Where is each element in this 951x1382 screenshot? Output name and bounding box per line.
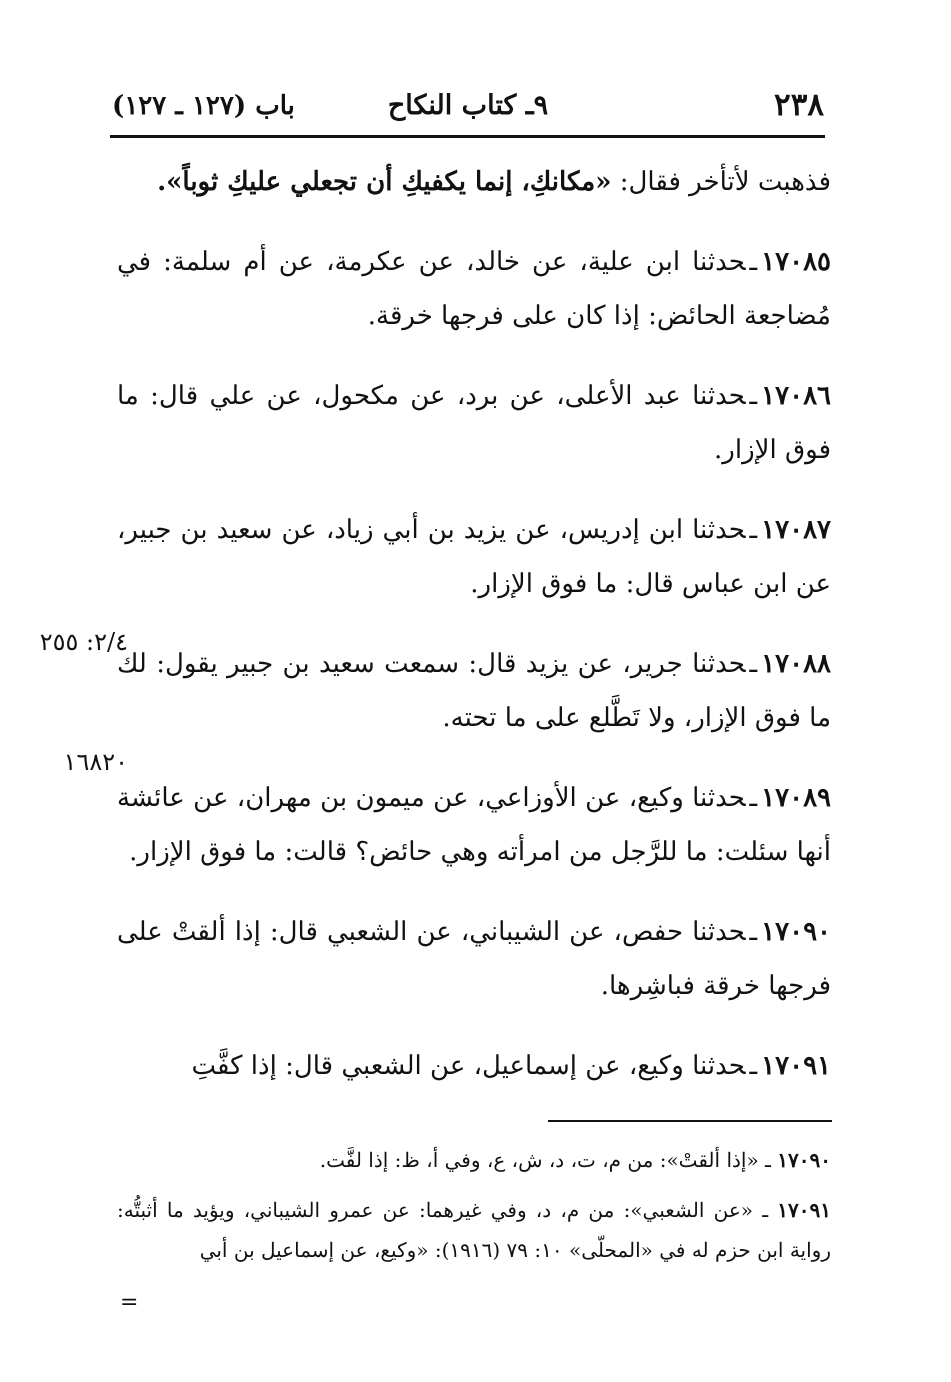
footnote-rule <box>548 1120 832 1122</box>
hadith-entry <box>117 1039 831 1093</box>
footnote-dash: ـ <box>753 1198 778 1222</box>
hadith-text: حدثنا ابن إدريس، عن يزيد بن أبي زياد، عن سعيد بن جبير، عن ابن عباس قال: ما فوق الإزار. <box>117 515 831 599</box>
hadith-text: حدثنا عبد الأعلى، عن برد، عن مكحول، عن علي قال: ما فوق الإزار. <box>117 381 831 465</box>
running-head <box>112 82 824 132</box>
book-title: ٩ـ كتاب النكاح <box>387 90 549 121</box>
footnote <box>117 1140 831 1180</box>
footnote <box>117 1190 831 1270</box>
hadith-text: حدثنا ابن علية، عن خالد، عن عكرمة، عن أم سلمة: في مُضاجعة الحائض: إذا كان على فرجها خرقة. <box>117 247 831 331</box>
entry-dash: ـ <box>749 649 758 679</box>
opening-text <box>117 155 831 209</box>
page-number: ٢٣٨ <box>774 87 824 123</box>
footnote-text: «إذا ألقتْ»: من م، ت، د، ش، ع، وفي أ، ظ: إذا لفَّت. <box>319 1148 759 1172</box>
hadith-entry <box>117 637 831 745</box>
hadith-entry <box>117 905 831 1013</box>
entry-dash: ـ <box>749 917 758 947</box>
hadith-number: ١٧٠٩٠ <box>761 917 831 947</box>
footnote-text: «عن الشعبي»: من م، د، وفي غيرهما: عن عمرو الشيباني، ويؤيد ما أثبتُّه: رواية ابن حزم له في «المحلّى» ١٠: ٧٩ (١٩١٦): «وكيع، عن إسماعيل بن أبي <box>117 1198 831 1262</box>
hadith-text: حدثنا وكيع، عن إسماعيل، عن الشعبي قال: إذا كفَّتِ <box>191 1051 746 1081</box>
hadith-entry <box>117 771 831 879</box>
opening-plain-text: فذهبت لأتأخر فقال: <box>611 167 831 197</box>
main-text <box>117 155 831 1119</box>
hadith-text: حدثنا جرير، عن يزيد قال: سمعت سعيد بن جبير يقول: لك ما فوق الإزار، ولا تَطَّلع على ما تحته. <box>117 649 831 733</box>
footnotes <box>117 1140 831 1280</box>
entry-dash: ـ <box>749 783 758 813</box>
margin-note-volume-page: ٢/٤: ٢٥٥ <box>39 628 128 656</box>
opening-quote: «مكانكِ، إنما يكفيكِ أن تجعلي عليكِ ثوباً». <box>157 167 612 197</box>
header-rule <box>110 135 825 138</box>
hadith-number: ١٧٠٨٨ <box>761 649 831 679</box>
footnote-number: ١٧٠٩١ <box>777 1198 831 1222</box>
hadith-text: حدثنا حفص، عن الشيباني، عن الشعبي قال: إذا ألقتْ على فرجها خرقة فباشِرها. <box>117 917 831 1001</box>
hadith-entry <box>117 235 831 343</box>
hadith-number: ١٧٠٨٧ <box>761 515 831 545</box>
hadith-entry <box>117 503 831 611</box>
entry-dash: ـ <box>749 381 758 411</box>
hadith-number: ١٧٠٨٦ <box>761 381 831 411</box>
chapter-reference: باب (١٢٧ ـ ١٢٧) <box>112 91 295 121</box>
entry-dash: ـ <box>749 515 758 545</box>
hadith-number: ١٧٠٩١ <box>761 1051 831 1081</box>
entry-dash: ـ <box>749 247 758 277</box>
entry-dash: ـ <box>749 1051 758 1081</box>
continuation-mark: = <box>120 1290 139 1315</box>
hadith-number: ١٧٠٨٥ <box>761 247 831 277</box>
hadith-text: حدثنا وكيع، عن الأوزاعي، عن ميمون بن مهران، عن عائشة أنها سئلت: ما للرَّجل من امرأته وهي حائض؟ قالت: ما فوق الإزار. <box>117 783 831 867</box>
hadith-number: ١٧٠٨٩ <box>761 783 831 813</box>
margin-note-cross-ref: ١٦٨٢٠ <box>63 748 128 776</box>
hadith-entry <box>117 369 831 477</box>
footnote-number: ١٧٠٩٠ <box>777 1148 831 1172</box>
footnote-dash: ـ <box>758 1148 778 1172</box>
